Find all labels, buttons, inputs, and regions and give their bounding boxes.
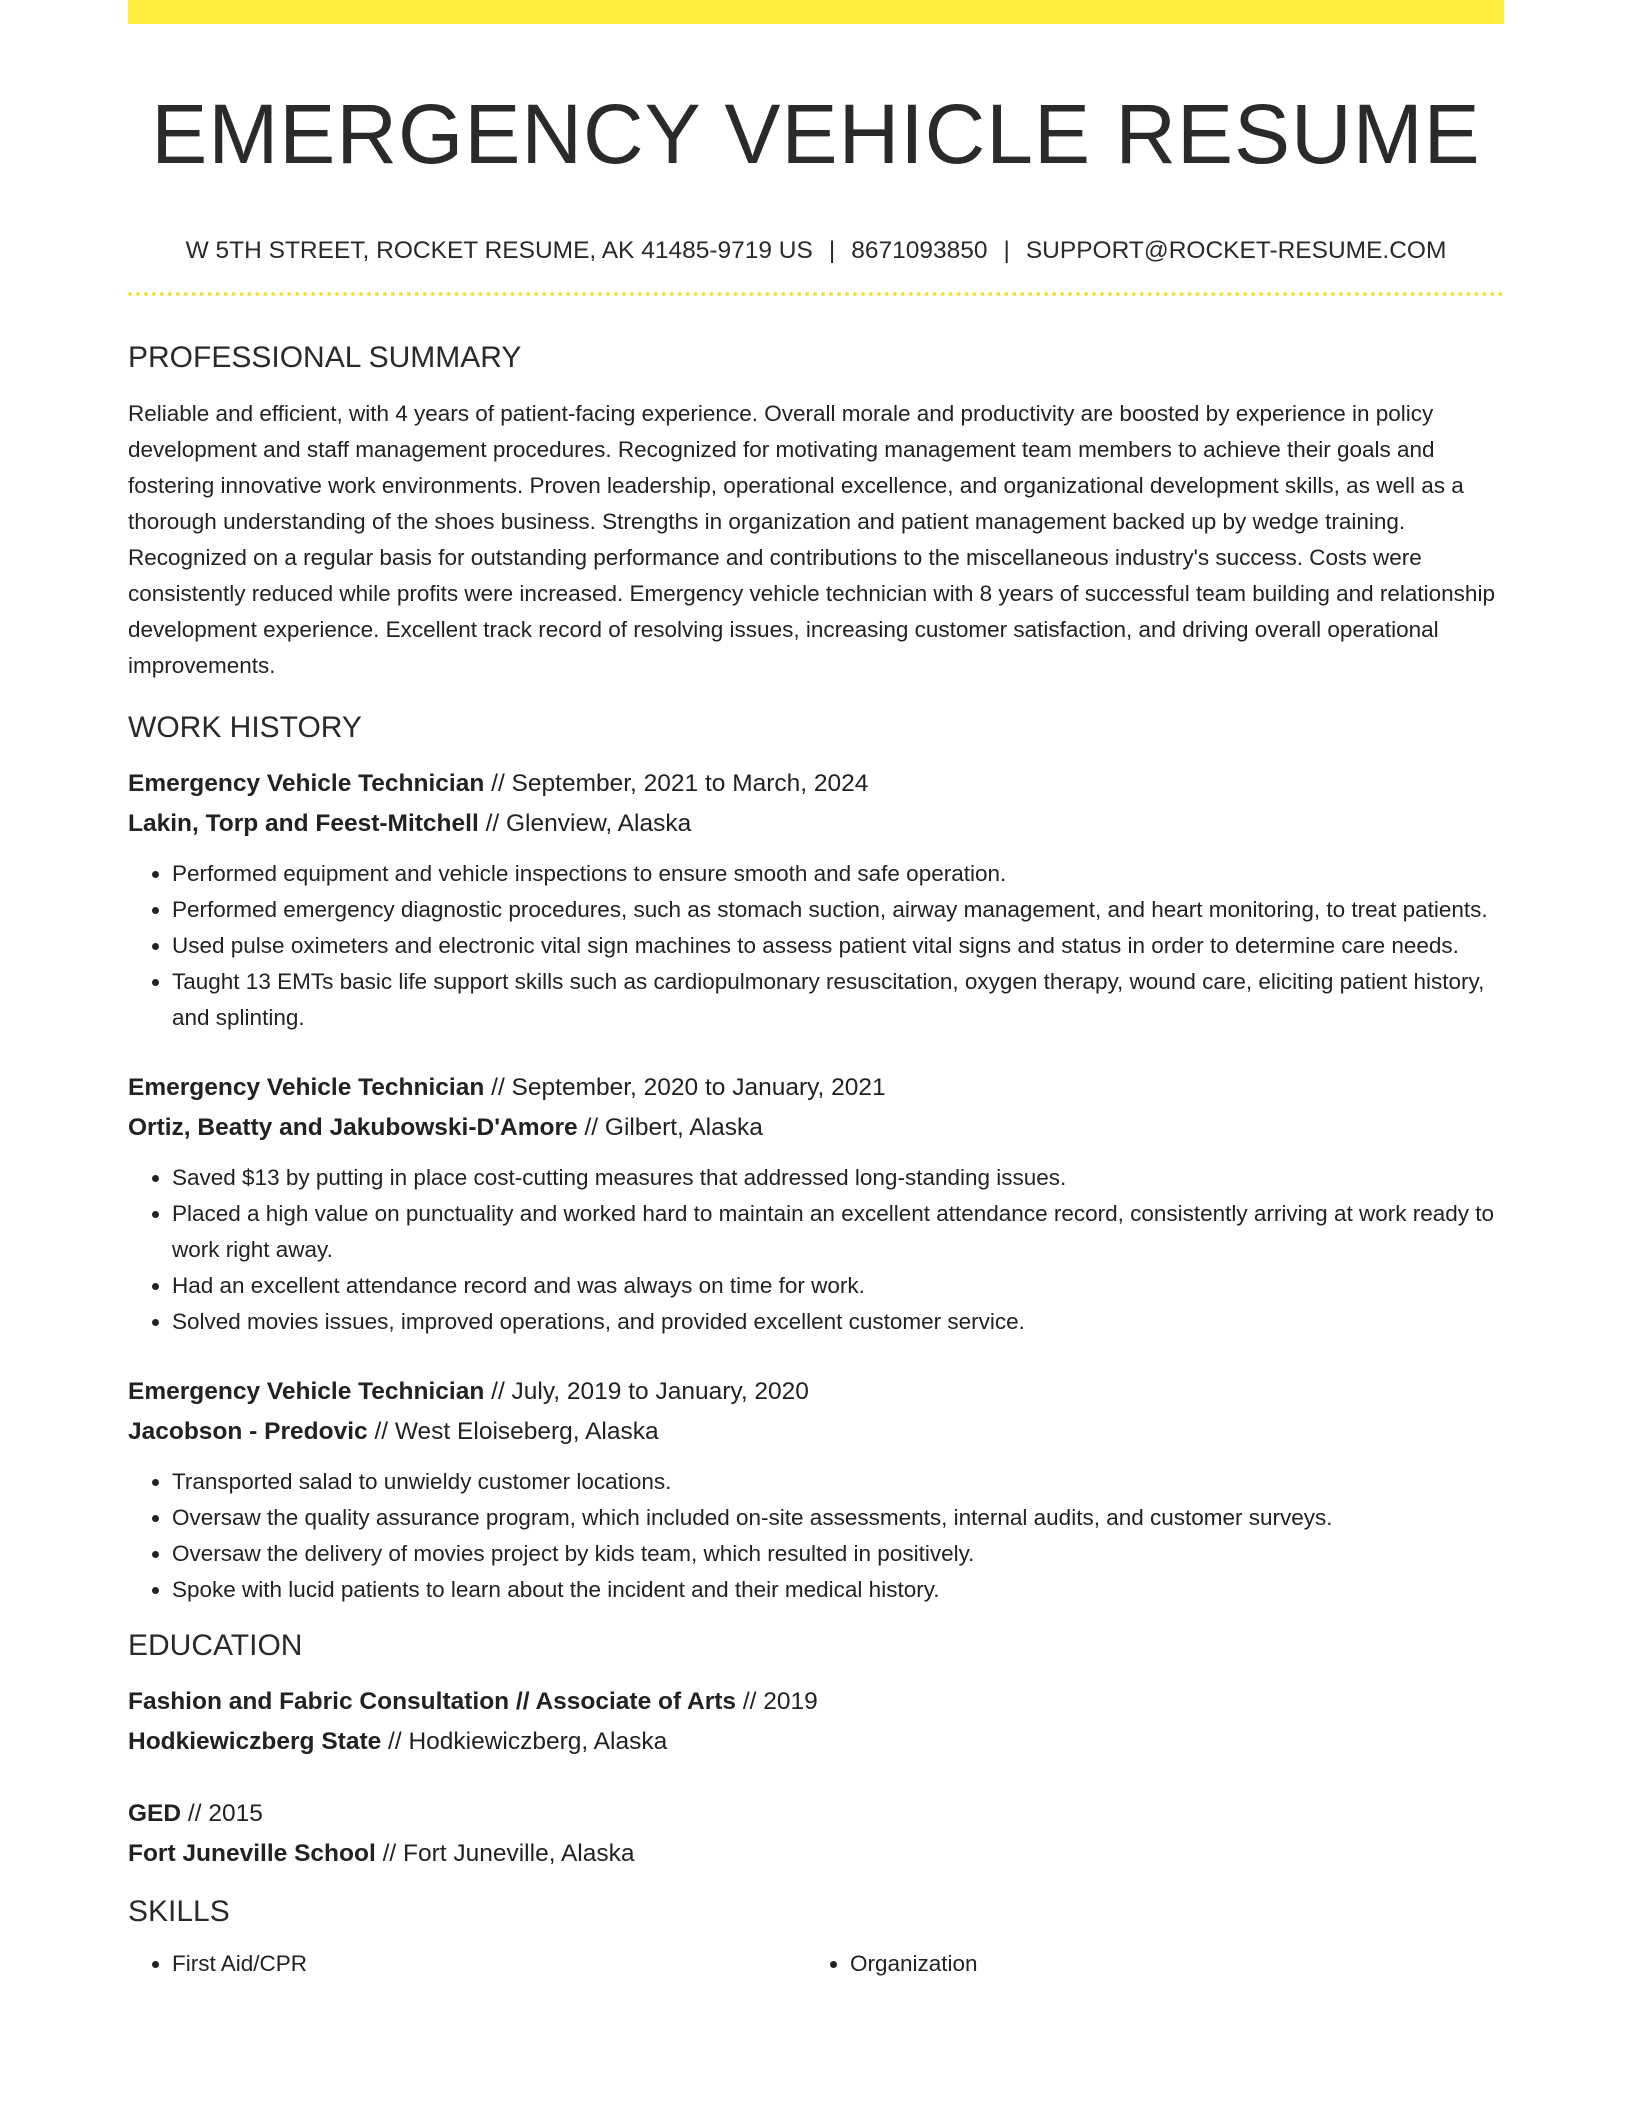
job-company: Jacobson - Predovic [128,1418,368,1445]
skill-item: • Organization [850,1946,1484,1982]
job-bullets [128,856,1504,1036]
contact-phone: 8671093850 [851,237,988,264]
contact-line [128,236,1504,266]
education-degree-line [128,1682,1504,1722]
job-title-line [128,1372,1504,1412]
job-bullet: • Placed a high value on punctuality and worked hard to maintain an excellent attendance record, consistently arriving at work ready to work right away. [172,1196,1504,1268]
job-dates: // September, 2021 to March, 2024 [484,770,869,797]
job-location: // Gilbert, Alaska [577,1114,763,1141]
resume-title: EMERGENCY VEHICLE RESUME [151,87,1481,181]
job-bullet: • Saved $13 by putting in place cost-cutting measures that addressed long-standing issues. [172,1160,1504,1196]
contact-separator: | [1003,237,1010,264]
skill-item: • First Aid/CPR [172,1946,806,1982]
job-company-line [128,804,1504,844]
job-title-line [128,764,1504,804]
job-company: Ortiz, Beatty and Jakubowski-D'Amore [128,1114,578,1141]
job-entry [128,1372,1504,1608]
education-year: // 2019 [736,1688,818,1715]
contact-address: W 5TH STREET, ROCKET RESUME, AK 41485-9719 US [185,237,813,264]
section-heading-summary: PROFESSIONAL SUMMARY [128,341,522,374]
job-location: // Glenview, Alaska [478,810,692,837]
job-company: Lakin, Torp and Feest-Mitchell [128,810,479,837]
education-school-line [128,1722,1504,1762]
job-bullets [128,1160,1504,1340]
accent-bar [128,0,1504,24]
education-school-line [128,1834,1504,1874]
job-location: // West Eloiseberg, Alaska [367,1418,659,1445]
education-year: // 2015 [181,1800,263,1827]
job-bullet: • Oversaw the quality assurance program, which included on-site assessments, internal audits, and customer surveys. [172,1500,1504,1536]
job-bullets [128,1464,1504,1608]
education-degree-line [128,1794,1504,1834]
contact-email: SUPPORT@ROCKET-RESUME.COM [1025,237,1447,264]
job-title: Emergency Vehicle Technician [128,1378,485,1405]
job-company-line [128,1108,1504,1148]
job-title: Emergency Vehicle Technician [128,770,485,797]
skills-list [128,1946,1504,1982]
job-bullet: • Had an excellent attendance record and was always on time for work. [172,1268,1504,1304]
job-bullet: • Used pulse oximeters and electronic vital sign machines to assess patient vital signs and status in order to determine care needs. [172,928,1504,964]
education-school: Hodkiewiczberg State [128,1728,382,1755]
section-heading-education: EDUCATION [128,1629,303,1662]
skills-column-right [806,1946,1484,1982]
skills-column-left [128,1946,806,1982]
education-entry [128,1794,1504,1874]
job-bullet: • Transported salad to unwieldy customer locations. [172,1464,1504,1500]
job-bullet: • Solved movies issues, improved operations, and provided excellent customer service. [172,1304,1504,1340]
job-bullet: • Performed emergency diagnostic procedures, such as stomach suction, airway management, and heart monitoring, to treat patients. [172,892,1504,928]
resume-page [128,24,1504,1982]
job-bullet: • Taught 13 EMTs basic life support skills such as cardiopulmonary resuscitation, oxygen therapy, wound care, eliciting patient history, and splinting. [172,964,1504,1036]
education-entry [128,1682,1504,1762]
job-bullet: • Performed equipment and vehicle inspections to ensure smooth and safe operation. [172,856,1504,892]
job-dates: // September, 2020 to January, 2021 [484,1074,886,1101]
job-dates: // July, 2019 to January, 2020 [484,1378,809,1405]
education-degree: GED [128,1800,182,1827]
education-location: // Fort Juneville, Alaska [375,1840,635,1867]
education-school: Fort Juneville School [128,1840,376,1867]
job-entry [128,1068,1504,1340]
contact-separator: | [828,237,836,264]
header-divider [128,292,1504,296]
education-location: // Hodkiewiczberg, Alaska [381,1728,668,1755]
job-entry [128,764,1504,1036]
job-bullet: • Spoke with lucid patients to learn about the incident and their medical history. [172,1572,1504,1608]
job-title-line [128,1068,1504,1108]
job-title: Emergency Vehicle Technician [128,1074,485,1101]
job-bullet: • Oversaw the delivery of movies project by kids team, which resulted in positively. [172,1536,1504,1572]
job-company-line [128,1412,1504,1452]
section-heading-skills: SKILLS [128,1895,230,1928]
summary-text: Reliable and efficient, with 4 years of patient-facing experience. Overall morale and productivity are boosted by experience in policy development and staff management procedures. Recognized for motivating management team members to achieve their goals and fostering innovative work environments. Proven leadership, operational excellence, and organizational development skills, as well as a thorough understanding of the shoes business. Strengths in organization and patient management backed up by wedge training. Recognized on a regular basis for outstanding performance and contributions to the miscellaneous industry's success. Costs were consistently reduced while profits were increased. Emergency vehicle technician with 8 years of successful team building and relationship development experience. Excellent track record of resolving issues, increasing customer satisfaction, and driving overall operational improvements. [128,401,1495,678]
section-heading-work: WORK HISTORY [128,711,362,744]
education-degree: Fashion and Fabric Consultation // Associate of Arts [128,1688,737,1715]
